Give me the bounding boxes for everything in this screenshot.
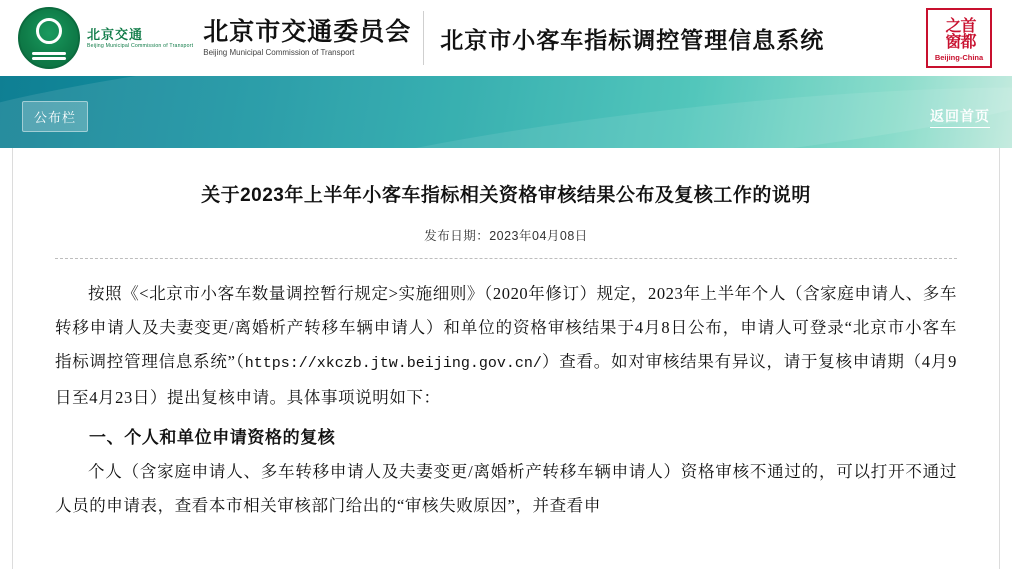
site-header [0, 0, 1012, 76]
content-shell [0, 148, 1012, 569]
organization-name-en: Beijing Municipal Commission of Transport [203, 48, 355, 57]
logo-text-block [87, 8, 193, 68]
beijing-china-seal-icon [926, 8, 992, 68]
paragraph-section-1-body: 个人（含家庭申请人、多车转移申请人及夫妻变更/离婚析产转移车辆申请人）资格审核不通过的，可以打开不通过人员的申请表，查看本市相关审核部门给出的“审核失败原因”，并查看申 [55, 462, 957, 515]
logo-text-en: Beijing Municipal Commission of Transport [87, 42, 194, 49]
paragraph-intro-part1: 按照《<北京市小客车数量调控暂行规定>实施细则》（2020年修订）规定，2023年上半年个人（含家庭申请人、多车转移申请人及夫妻变更/离婚析产转移车辆申请人）和单位的资格审核结果于4月8日公布，申请人可登录“北京市小客车指标调控管理信息系统”（ [55, 284, 957, 371]
back-to-home-link[interactable]: 返回首页 [930, 106, 990, 128]
organization-name [203, 11, 424, 65]
seal-text-en: Beijing-China [934, 52, 984, 62]
publish-date: 发布日期：2023年04月08日 [424, 229, 588, 243]
announcement-card [12, 148, 1000, 569]
page-banner [0, 76, 1012, 148]
tab-announcements[interactable]: 公布栏 [22, 101, 88, 132]
page-title: 关于2023年上半年小客车指标相关资格审核结果公布及复核工作的说明 [201, 185, 811, 206]
seal-text-cn: 首都之窗 [943, 16, 975, 49]
title-divider [55, 258, 957, 259]
system-title: 北京市小客车指标调控管理信息系统 [440, 26, 825, 53]
beijing-transport-emblem-icon [18, 7, 80, 69]
logo-text-cn: 北京交通 [87, 26, 144, 42]
organization-name-cn: 北京市交通委员会 [203, 18, 412, 46]
section-heading-1: 一、个人和单位申请资格的复核 [89, 428, 336, 447]
transport-logo [18, 7, 193, 69]
system-url: https://xkczb.jtw.beijing.gov.cn/ [244, 355, 542, 372]
paragraph-intro [55, 277, 957, 415]
paragraph-intro-part2: ）查看。如对审核结果有异议，请于复核申请期（4月9日至4月23日）提出复核申请。具体事项说明如下： [55, 352, 958, 407]
